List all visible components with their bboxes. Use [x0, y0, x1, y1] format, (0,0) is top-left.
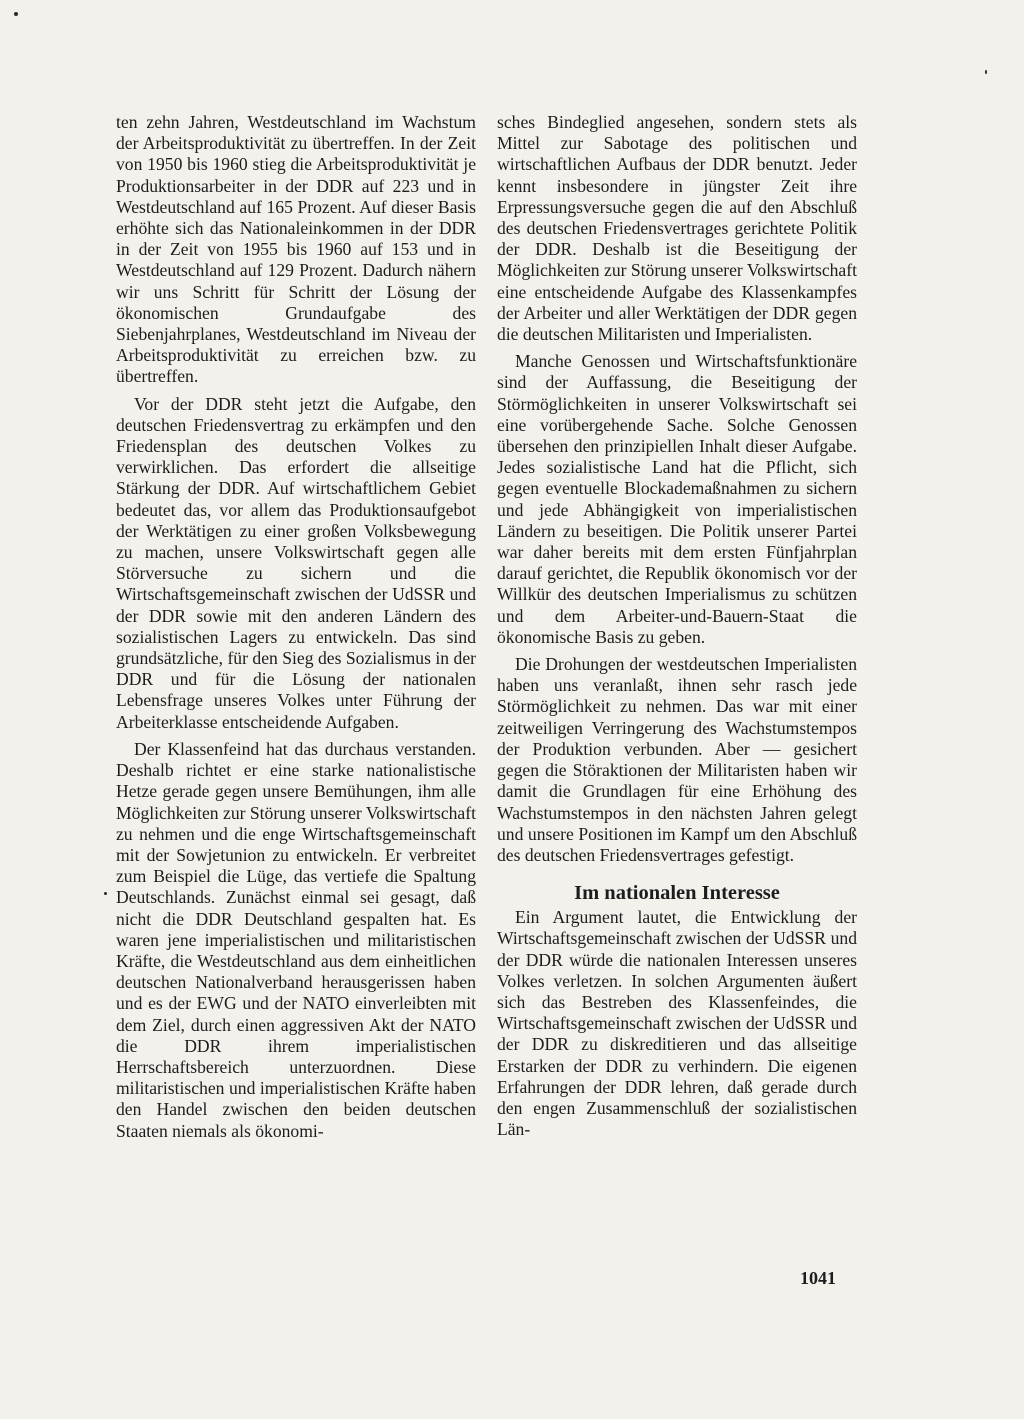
- right-text-column: [497, 112, 857, 1146]
- left-text-column: [116, 112, 476, 1148]
- paragraph: sches Bindeglied angesehen, sondern stets als Mittel zur Sabotage des politischen und wirtschaftlichen Aufbaus der DDR benutzt. Jeder kennt insbesondere in jüngster Zeit ihre Erpressungsversuche gegen die auf den Abschluß des deutschen Friedensvertrages gerichtete Politik der DDR. Deshalb ist die Beseitigung der Möglichkeiten zur Störung unserer Volkswirtschaft eine entscheidende Aufgabe des Klassenkampfes der Arbeiter und aller Werktätigen der DDR gegen die deutschen Militaristen und Imperialisten.: [497, 112, 857, 345]
- print-speck: [14, 12, 18, 16]
- paragraph: Manche Genossen und Wirtschaftsfunktionäre sind der Auffassung, die Beseitigung der Störmöglichkeiten in unserer Volkswirtschaft sei eine vorübergehende Sache. Solche Genossen übersehen den prinzipiellen Inhalt dieser Aufgabe. Jedes sozialistische Land hat die Pflicht, sich gegen eventuelle Blockademaßnahmen zu sichern und jede Abhängigkeit von imperialistischen Ländern zu beseitigen. Die Politik unserer Partei war daher bereits mit dem ersten Fünfjahrplan darauf gerichtet, die Republik ökonomisch vor der Willkür des deutschen Imperialismus zu schützen und dem Arbeiter-und-Bauern-Staat die ökonomische Basis zu geben.: [497, 351, 857, 647]
- paragraph: ten zehn Jahren, Westdeutschland im Wachstum der Arbeitsproduktivität zu übertreffen. In der Zeit von 1950 bis 1960 stieg die Arbeitsproduktivität je Produktionsarbeiter in der DDR auf 223 und in Westdeutschland auf 165 Prozent. Auf dieser Basis erhöhte sich das Nationaleinkommen in der DDR in der Zeit von 1955 bis 1960 auf 153 und in Westdeutschland auf 129 Prozent. Dadurch nähern wir uns Schritt für Schritt der Lösung der ökonomischen Grundaufgabe des Siebenjahrplanes, Westdeutschland im Niveau der Arbeitsproduktivität zu erreichen bzw. zu übertreffen.: [116, 112, 476, 387]
- print-speck: [104, 892, 107, 895]
- paragraph: Vor der DDR steht jetzt die Aufgabe, den deutschen Friedensvertrag zu erkämpfen und den Friedensplan des deutschen Volkes zu verwirklichen. Das erfordert die allseitige Stärkung der DDR. Auf wirtschaftlichem Gebiet bedeutet das, vor allem das Produktionsaufgebot der Werktätigen zu einer großen Volksbewegung zu machen, unsere Volkswirtschaft gegen alle Störversuche zu sichern und die Wirtschaftsgemeinschaft zwischen der UdSSR und der DDR sowie mit den anderen Ländern des sozialistischen Lagers zu entwickeln. Das sind grundsätzliche, für den Sieg des Sozialismus in der DDR und für die Lösung der nationalen Lebensfrage unseres Volkes unter Führung der Arbeiterklasse entscheidende Aufgaben.: [116, 393, 476, 732]
- section-heading: Im nationalen Interesse: [574, 882, 780, 905]
- paragraph: Der Klassenfeind hat das durchaus verstanden. Deshalb richtet er eine starke nationalistische Hetze gerade gegen unsere Bemühungen, ihm alle Möglichkeiten zur Störung unserer Volkswirtschaft zu nehmen und die enge Wirtschaftsgemeinschaft mit der Sowjetunion zu entwickeln. Er verbreitet zum Beispiel die Lüge, das vertiefe die Spaltung Deutschlands. Zunächst einmal sei gesagt, daß nicht die DDR Deutschland gespalten hat. Es waren jene imperialistischen und militaristischen Kräfte, die Westdeutschland aus dem einheitlichen deutschen Nationalverband herausgerissen haben und es der EWG und der NATO einverleibten mit dem Ziel, durch einen aggressiven Akt der NATO die DDR ihrem imperialistischen Herrschaftsbereich unterzuordnen. Diese militaristischen und imperialistischen Kräfte haben den Handel zwischen den beiden deutschen Staaten niemals als ökonomi-: [116, 738, 476, 1141]
- print-speck: [985, 70, 987, 74]
- page-number: 1041: [800, 1268, 836, 1288]
- paragraph: Die Drohungen der westdeutschen Imperialisten haben uns veranlaßt, ihnen sehr rasch jede Störmöglichkeit zu nehmen. Das war mit einer zeitweiligen Verringerung des Wachstumstempos der Produktion verbunden. Aber — gesichert gegen die Störaktionen der Militaristen haben wir damit die Grundlagen für eine Erhöhung des Wachstumstempos in den nächsten Jahren gelegt und unsere Positionen im Kampf um den Abschluß des deutschen Friedensvertrages gefestigt.: [497, 654, 857, 865]
- paragraph: Ein Argument lautet, die Entwicklung der Wirtschaftsgemeinschaft zwischen der UdSSR und der DDR würde die nationalen Interessen unseres Volkes verletzen. In solchen Argumenten äußert sich das Bestreben des Klassenfeindes, die Wirtschaftsgemeinschaft zwischen der UdSSR und der DDR zu diskreditieren und das allseitige Erstarken der DDR zu verhindern. Die eigenen Erfahrungen der DDR lehren, daß gerade durch den engen Zusammenschluß der sozialistischen Län-: [497, 907, 857, 1140]
